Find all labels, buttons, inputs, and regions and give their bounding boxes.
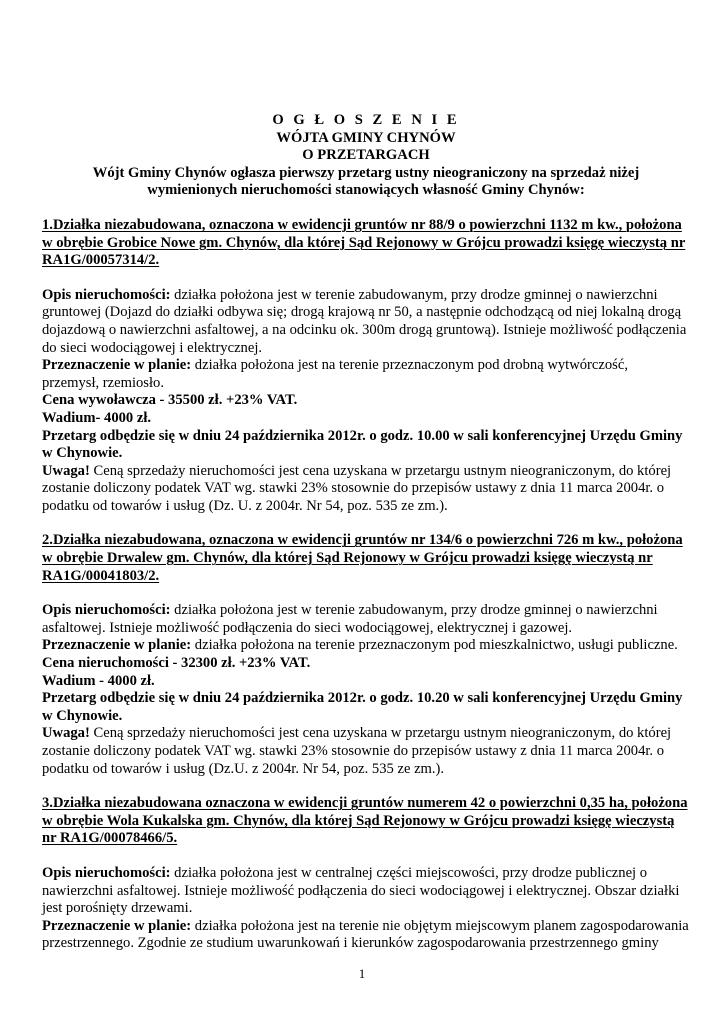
note-text: Ceną sprzedaży nieruchomości jest cena uzyskana w przetargu ustnym nieograniczonym, do której zostanie doliczony podatek VAT wg. stawki 23% stosownie do przepisów ustawy z dnia 11 marca 2004r. o podatku od towarów i usług (Dz.U. z 2004r. Nr 54, poz. 535 ze zm.). <box>42 725 672 777</box>
note-paragraph <box>42 463 690 516</box>
description-paragraph <box>42 865 690 918</box>
description-label: Opis nieruchomości: <box>42 602 171 619</box>
purpose-text: działka położona na terenie przeznaczonym pod mieszkalnictwo, usługi publiczne. <box>191 637 678 654</box>
section-3 <box>42 795 690 953</box>
description-text: działka położona jest w terenie zabudowanym, przy drodze gminnej o nawierzchni gruntowej (Dojazd do działki odbywa się; drogą krajową nr 50, a następnie odchodzącą od niej lokalną drogą dojazdową o nawierzchni asfaltowej, a na odcinku ok. 300m drogą gruntową). Istnieje możliwość podłączenia do sieci wodociągowej i elektrycznej. <box>42 286 687 356</box>
page-number: 1 <box>358 966 366 981</box>
auction-date-line: Przetarg odbędzie się w dniu 24 października 2012r. o godz. 10.00 w sali konferencyjnej Urzędu Gminy w Chynowie. <box>42 427 683 462</box>
issuer-line: WÓJTA GMINY CHYNÓW <box>276 129 456 146</box>
document-page <box>42 112 690 953</box>
announcement-title: O G Ł O S Z E N I E <box>272 112 460 128</box>
note-label: Uwaga! <box>42 725 90 742</box>
purpose-paragraph <box>42 357 690 392</box>
description-text: działka położona jest w terenie zabudowanym, przy drodze gminnej o nawierzchni asfaltowej. Istnieje możliwość podłączenia do sieci wodociągowej, elektrycznej i gazowej. <box>42 602 658 636</box>
section-heading: 3.Działka niezabudowana oznaczona w ewidencji gruntów numerem 42 o powierzchni 0,35 ha, położona w obrębie Wola Kukalska gm. Chynów, dla której Sąd Rejonowy w Grójcu prowadzi księgę wieczystą nr RA1G/00078466/5. <box>42 795 688 847</box>
intro-paragraph: Wójt Gminy Chynów ogłasza pierwszy przetarg ustny nieograniczony na sprzedaż niżej wymienionych nieruchomości stanowiących własność Gminy Chynów: <box>92 164 640 199</box>
section-2 <box>42 532 690 778</box>
section-heading: 1.Działka niezabudowana, oznaczona w ewidencji gruntów nr 88/9 o powierzchni 1132 m kw., położona w obrębie Grobice Nowe gm. Chynów, dla której Sąd Rejonowy w Grójcu prowadzi księgę wieczystą nr RA1G/00057314/2. <box>42 216 686 269</box>
description-text: działka położona jest w centralnej części miejscowości, przy drodze publicznej o nawierzchni asfaltowej. Istnieje możliwość podłączenia do sieci wodociągowej i elektrycznej. Obszar działki jest porośnięty drzewami. <box>42 864 680 917</box>
purpose-paragraph <box>42 637 690 655</box>
subject-line: O PRZETARGACH <box>302 147 430 164</box>
description-label: Opis nieruchomości: <box>42 864 171 881</box>
purpose-label: Przeznaczenie w planie: <box>42 357 192 374</box>
deposit-line: Wadium- 4000 zł. <box>42 409 152 426</box>
note-label: Uwaga! <box>42 462 90 479</box>
purpose-paragraph <box>42 918 690 953</box>
description-paragraph <box>42 287 690 357</box>
section-1 <box>42 217 690 516</box>
note-text: Ceną sprzedaży nieruchomości jest cena uzyskana w przetargu ustnym nieograniczonym, do której zostanie doliczony podatek VAT wg. stawki 23% stosownie do przepisów ustawy z dnia 11 marca 2004r. o podatku od towarów i usług (Dz. U. z 2004r. Nr 54, poz. 535 ze zm.). <box>42 462 672 514</box>
deposit-line: Wadium - 4000 zł. <box>42 672 155 689</box>
description-paragraph <box>42 602 690 637</box>
purpose-label: Przeznaczenie w planie: <box>42 637 192 654</box>
price-line: Cena wywoławcza - 35500 zł. +23% VAT. <box>42 392 298 409</box>
section-heading: 2.Działka niezabudowana, oznaczona w ewidencji gruntów nr 134/6 o powierzchni 726 m kw., położona w obrębie Drwalew gm. Chynów, dla której Sąd Rejonowy w Grójcu prowadzi księgę wieczystą nr RA1G/00041803/2. <box>42 532 683 584</box>
description-label: Opis nieruchomości: <box>42 286 171 303</box>
auction-date-line: Przetarg odbędzie się w dniu 24 października 2012r. o godz. 10.20 w sali konferencyjnej Urzędu Gminy w Chynowie. <box>42 690 683 724</box>
purpose-label: Przeznaczenie w planie: <box>42 917 192 934</box>
note-paragraph <box>42 725 690 778</box>
purpose-text: działka położona jest na terenie nie objętym miejscowym planem zagospodarowania przestrzennego. Zgodnie ze studium uwarunkowań i kierunków zagospodarowania przestrzennego gminy <box>42 917 689 952</box>
price-line: Cena nieruchomości - 32300 zł. +23% VAT. <box>42 655 311 672</box>
purpose-text: działka położona jest na terenie przeznaczonym pod drobną wytwórczość, przemysł, rzemiosło. <box>42 357 628 391</box>
